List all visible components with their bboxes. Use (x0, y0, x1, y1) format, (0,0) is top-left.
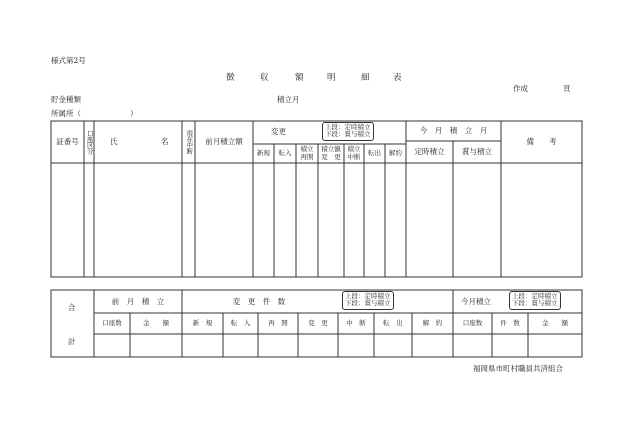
header-amount-change: 積立額 変 更 (321, 145, 341, 161)
created-label: 作成 (513, 84, 528, 93)
summary-this-month: 今月積立 (461, 297, 491, 306)
summary-total-top: 合 (68, 303, 76, 312)
header-mid-suspend: 積立 中断 (347, 145, 361, 161)
summary-resume: 再 開 (268, 318, 288, 327)
header-change: 変更 (271, 127, 286, 136)
header-current-suspended: 現在中断 (185, 130, 194, 154)
summary-note-box-2: 上段：定時積立 下段：賞与積立 (509, 291, 561, 310)
header-cert-no: 証番号 (56, 137, 79, 147)
summary-mid-suspend: 中 断 (346, 318, 366, 327)
summary-account-count: 口座数 (102, 318, 122, 327)
form-number: 様式第2号 (51, 56, 86, 65)
header-resume: 積立 再開 (300, 145, 314, 161)
header-remarks: 備 考 (526, 137, 557, 147)
summary-transfer-in: 転 入 (230, 318, 251, 327)
header-cancel: 解約 (389, 148, 402, 157)
summary-cancel: 解 約 (422, 318, 443, 327)
header-note-box: 上段：定時積立 下段：賞与積立 (322, 122, 374, 141)
header-account-type: 口座区分 (85, 130, 94, 154)
summary-change-count: 変 更 件 数 (232, 296, 286, 306)
header-bonus: 賞与積立 (462, 147, 492, 157)
page-label: 頁 (563, 84, 571, 93)
header-prev-month-amount: 前月積立額 (205, 137, 243, 147)
summary-note-box-1: 上段：定時積立 下段：賞与積立 (342, 291, 394, 310)
summary-amount-1: 金 額 (143, 318, 169, 327)
summary-amount-2: 金 額 (542, 318, 568, 327)
summary-new: 新 規 (192, 318, 213, 327)
header-new: 新規 (257, 148, 270, 157)
summary-transfer-out: 転 出 (383, 318, 403, 327)
accumulation-month-label: 積立月 (277, 95, 300, 104)
header-transfer-in: 転入 (278, 148, 292, 157)
header-transfer-out: 転出 (368, 148, 381, 157)
savings-type-label: 貯金種類 (51, 95, 81, 104)
header-this-month: 今 月 積 立 月 (419, 126, 488, 136)
issuer-name: 福岡県市町村職員共済組合 (473, 364, 563, 373)
summary-account-count-2: 口座数 (462, 318, 483, 327)
summary-count: 件 数 (500, 318, 520, 327)
header-regular: 定時積立 (414, 147, 445, 157)
affiliation-close: ） (130, 109, 138, 118)
summary-total-bottom: 計 (68, 337, 76, 346)
summary-prev-month: 前 月 積 立 (111, 296, 165, 306)
affiliation-label: 所属所（ (51, 109, 81, 118)
header-name-left: 氏 (110, 137, 118, 146)
summary-change: 変 更 (308, 318, 328, 327)
header-name-right: 名 (161, 137, 169, 146)
